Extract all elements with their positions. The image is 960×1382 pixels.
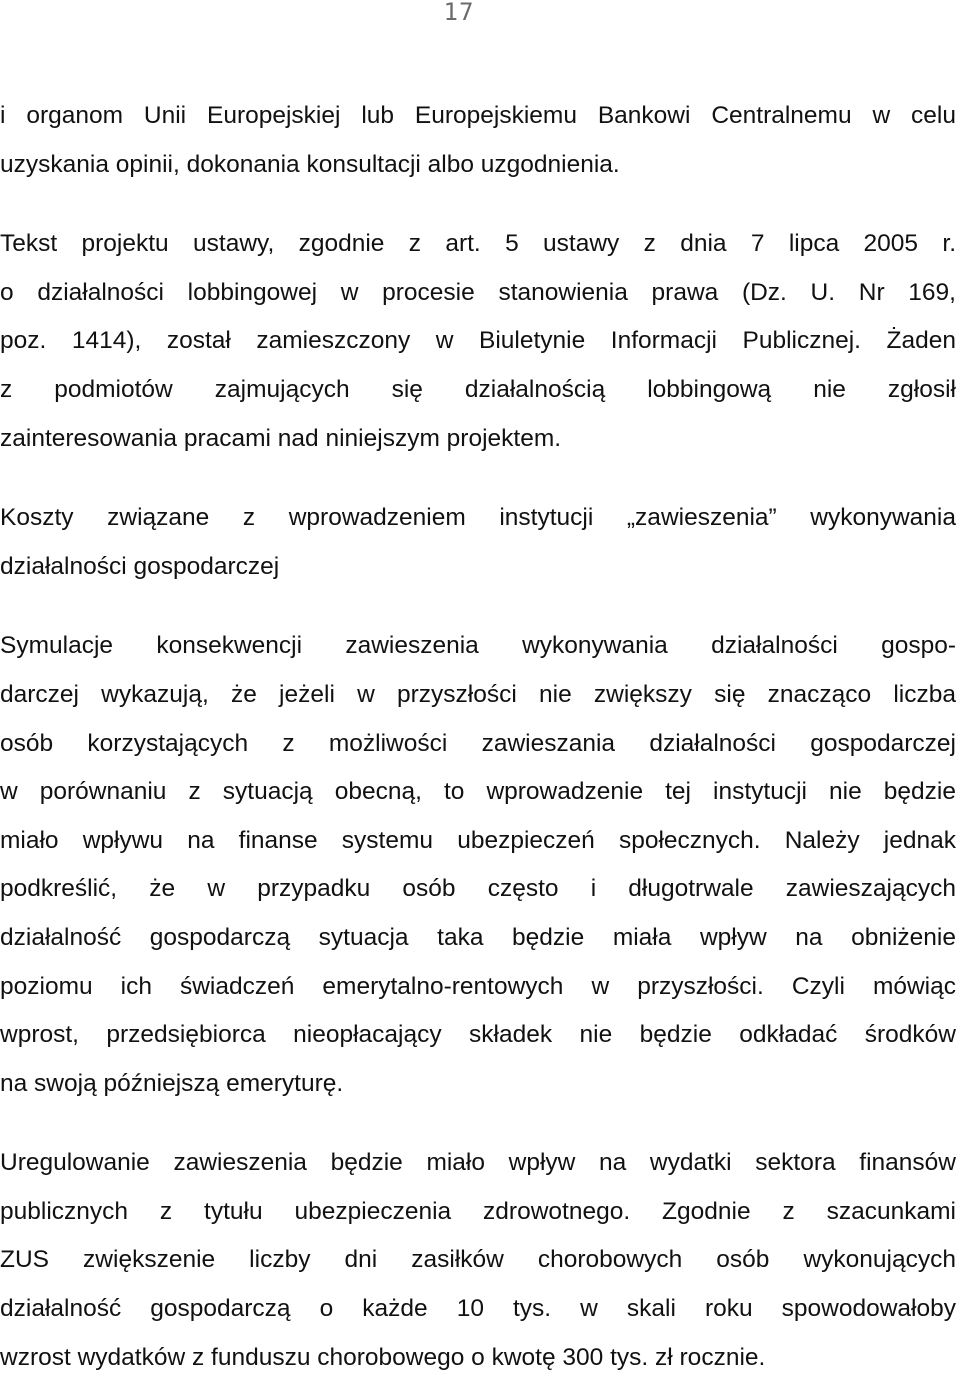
text-line: podkreślić, że w przypadku osób często i długotrwale zawieszających xyxy=(0,875,956,903)
text-line: w porównaniu z sytuacją obecną, to wprowadzenie tej instytucji nie będzie xyxy=(0,778,956,806)
text-line: zainteresowania pracami nad niniejszym projektem. xyxy=(0,424,562,452)
paragraph-simulations xyxy=(0,622,956,1108)
text-line: na swoją późniejszą emeryturę. xyxy=(0,1069,344,1097)
paragraph-gap xyxy=(0,189,956,220)
text-line: Koszty związane z wprowadzeniem instytucji „zawieszenia” wykonywania xyxy=(0,504,956,532)
text-line: wprost, przedsiębiorca nieopłacający składek nie będzie odkładać środków xyxy=(0,1021,956,1049)
text-line: ZUS zwiększenie liczby dni zasiłków chorobowych osób wykonujących xyxy=(0,1246,956,1274)
text-line: osób korzystających z możliwości zawieszania działalności gospodarczej xyxy=(0,729,956,757)
text-line: i organom Unii Europejskiej lub Europejskiemu Bankowi Centralnemu w celu xyxy=(0,102,956,129)
text-line: działalności gospodarczej xyxy=(0,552,280,580)
paragraph-gap xyxy=(0,463,956,494)
text-line: publicznych z tytułu ubezpieczenia zdrowotnego. Zgodnie z szacunkami xyxy=(0,1197,956,1225)
text-line: poz. 1414), został zamieszczony w Biuletynie Informacji Publicznej. Żaden xyxy=(0,327,956,355)
text-line: Uregulowanie zawieszenia będzie miało wpływ na wydatki sektora finansów xyxy=(0,1149,956,1177)
text-line: o działalności lobbingowej w procesie stanowienia prawa (Dz. U. Nr 169, xyxy=(0,278,956,306)
paragraph-lobbying xyxy=(0,220,956,463)
text-line: miało wpływu na finanse systemu ubezpieczeń społecznych. Należy jednak xyxy=(0,826,956,854)
paragraph-gap xyxy=(0,591,956,622)
text-line: poziomu ich świadczeń emerytalno-rentowych w przyszłości. Czyli mówiąc xyxy=(0,972,956,1000)
text-line: Symulacje konsekwencji zawieszenia wykonywania działalności gospo- xyxy=(0,632,956,660)
document-body xyxy=(0,92,956,1382)
text-line: uzyskania opinii, dokonania konsultacji albo uzgodnienia. xyxy=(0,150,620,178)
text-line: działalność gospodarczą sytuacja taka będzie miała wpływ na obniżenie xyxy=(0,923,956,951)
paragraph-eu-consultation xyxy=(0,92,956,189)
text-line: Tekst projektu ustawy, zgodnie z art. 5 ustawy z dnia 7 lipca 2005 r. xyxy=(0,230,956,258)
paragraph-health-insurance xyxy=(0,1139,956,1382)
text-line: wzrost wydatków z funduszu chorobowego o kwotę 300 tys. zł rocznie. xyxy=(0,1343,766,1371)
paragraph-gap xyxy=(0,1108,956,1139)
text-line: darczej wykazują, że jeżeli w przyszłości nie zwiększy się znacząco liczba xyxy=(0,680,956,708)
text-line: działalność gospodarczą o każde 10 tys. w skali roku spowodowałoby xyxy=(0,1295,956,1323)
page-number: 17 xyxy=(443,0,475,26)
text-line: z podmiotów zajmujących się działalnością lobbingową nie zgłosił xyxy=(0,375,956,403)
section-heading-costs xyxy=(0,494,956,591)
